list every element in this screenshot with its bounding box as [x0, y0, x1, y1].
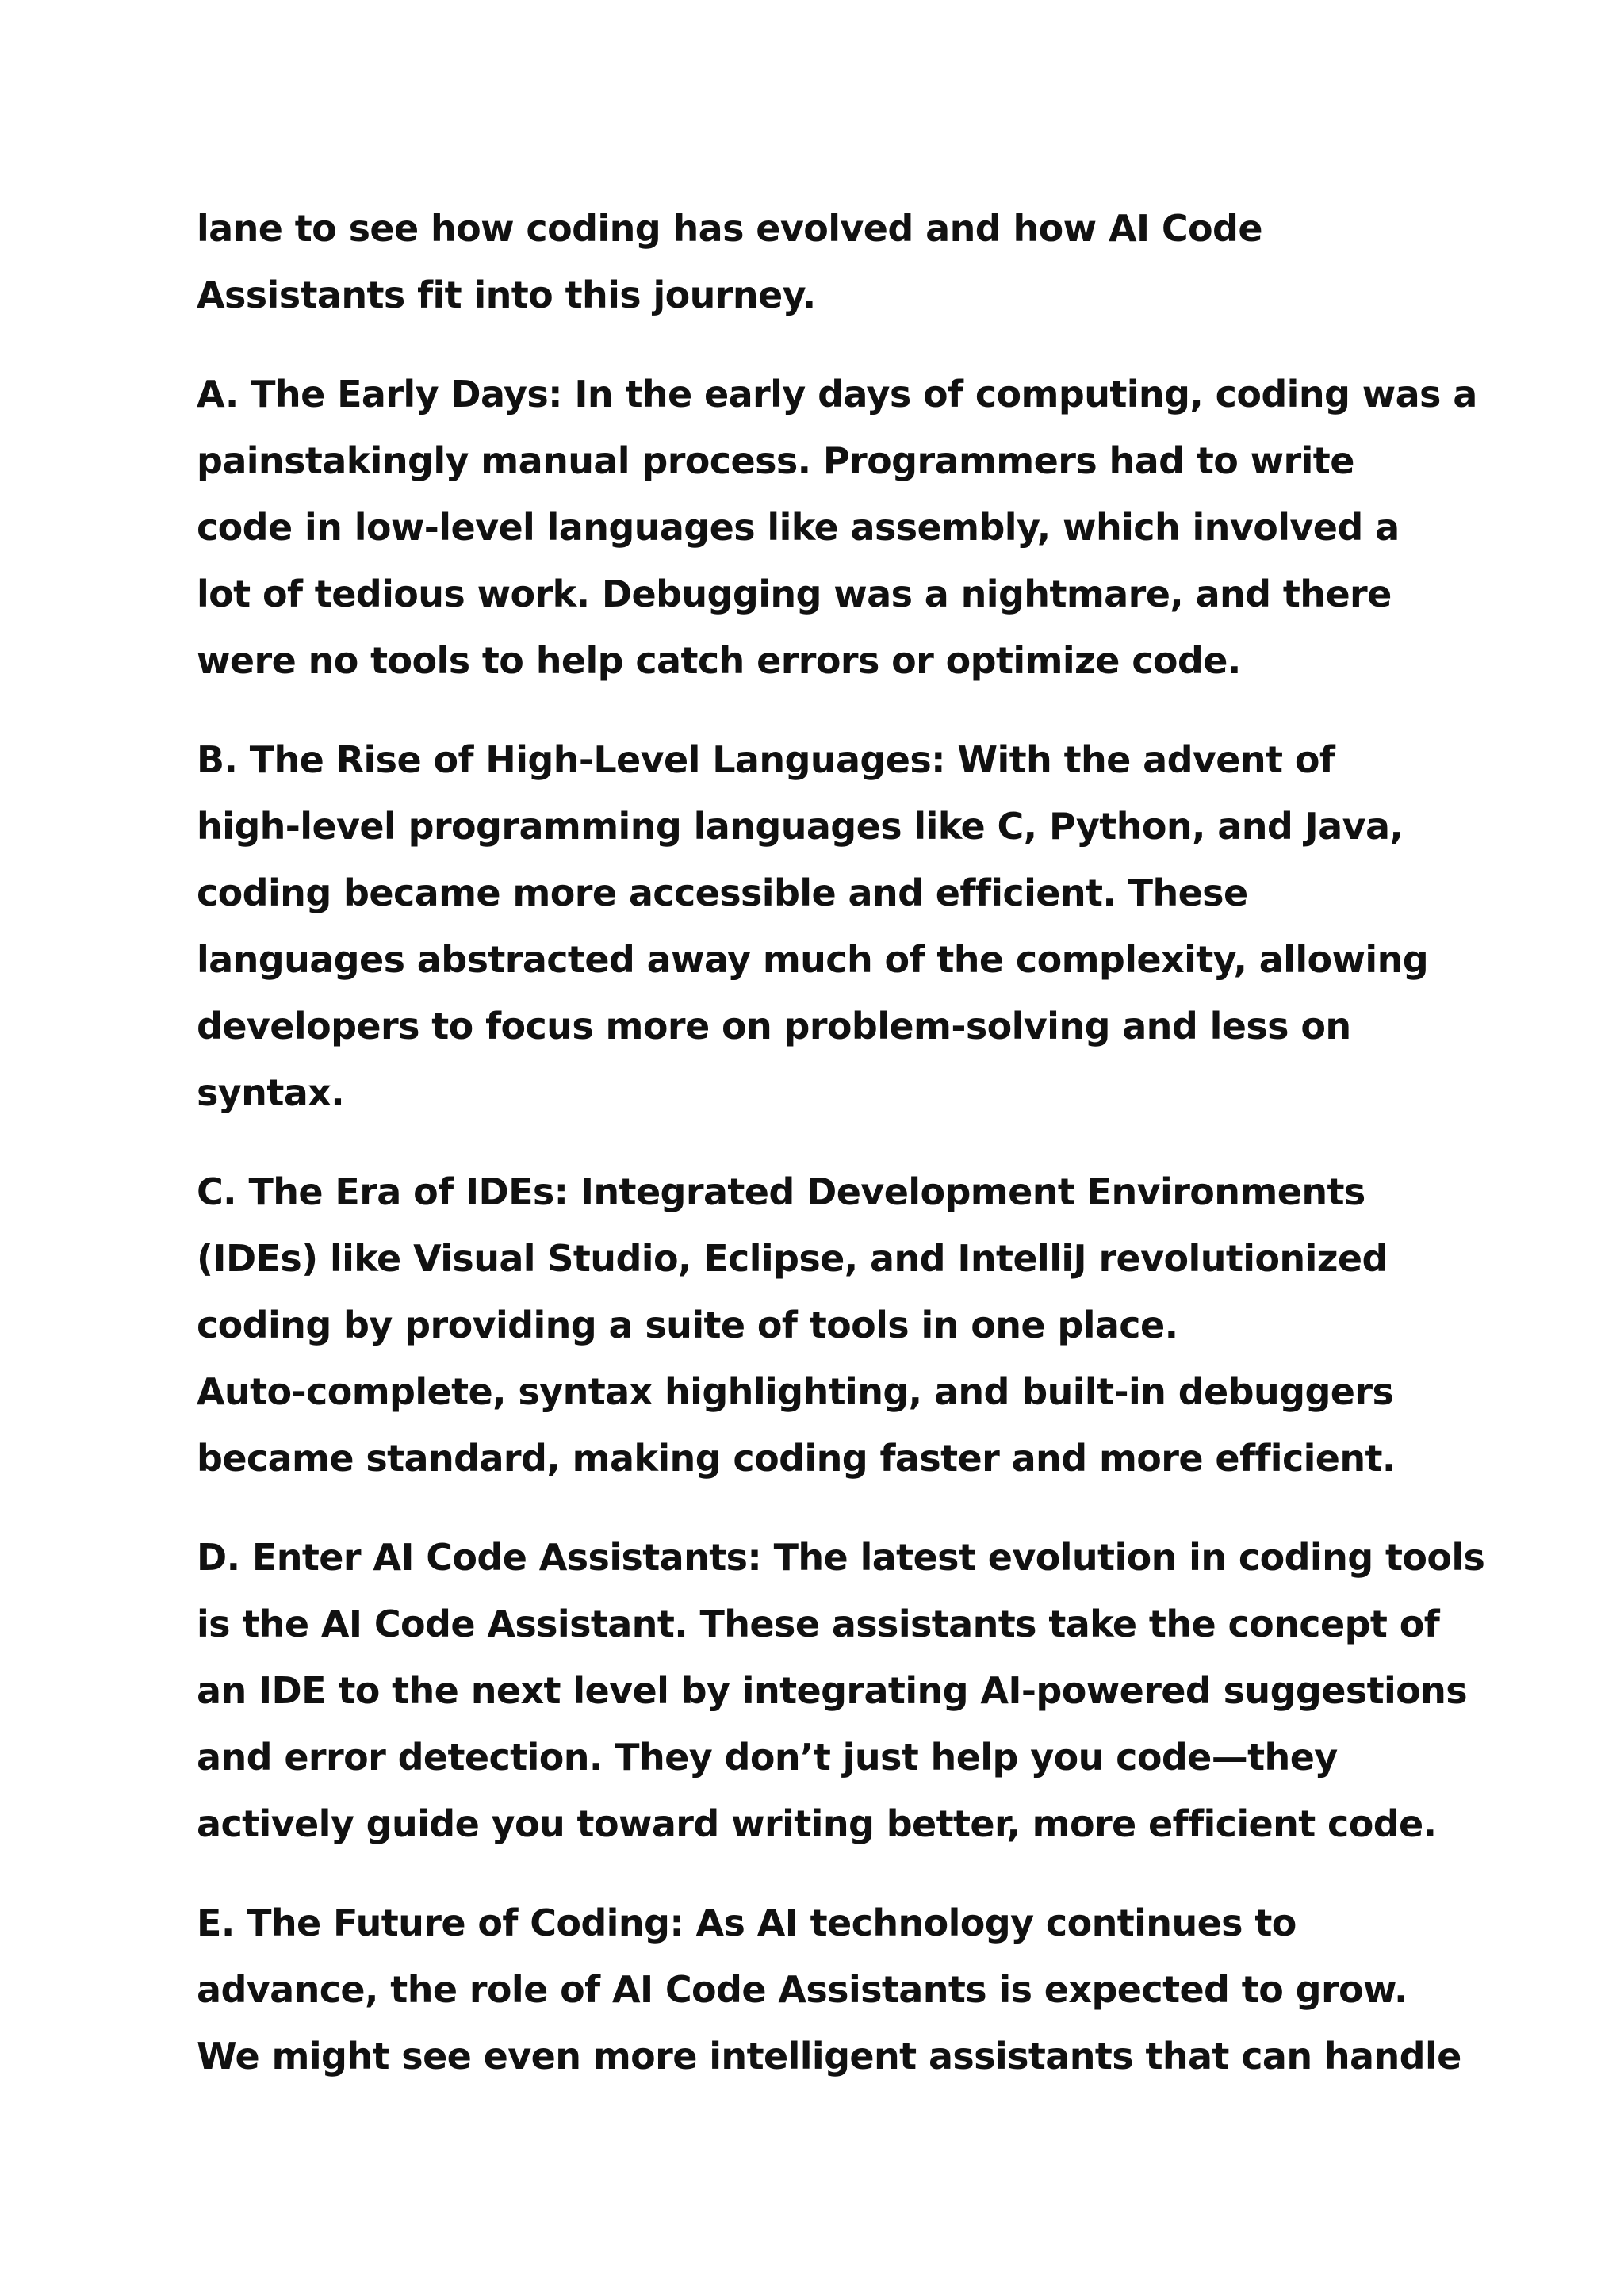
text-line: E. The Future of Coding: As AI technology continues to: [197, 1901, 1297, 1944]
text-line: were no tools to help catch errors or optimize code.: [197, 639, 1241, 682]
paragraph-early-days: [197, 361, 1477, 694]
body-text: [197, 195, 1485, 2122]
text-line: actively guide you toward writing better, more efficient code.: [197, 1802, 1437, 1845]
text-line: painstakingly manual process. Programmers had to write: [197, 439, 1354, 482]
text-line: lot of tedious work. Debugging was a nightmare, and there: [197, 573, 1392, 615]
text-line: B. The Rise of High-Level Languages: With the advent of: [197, 738, 1335, 781]
paragraph-intro: [197, 195, 1434, 328]
text-line: is the AI Code Assistant. These assistants take the concept of: [197, 1603, 1440, 1645]
text-line: lane to see how coding has evolved and how AI Code: [197, 207, 1262, 250]
paragraph-era-of-ides: [197, 1158, 1434, 1492]
text-line: D. Enter AI Code Assistants: The latest evolution in coding tools: [197, 1536, 1485, 1579]
text-line: high-level programming languages like C, Python, and Java,: [197, 805, 1404, 848]
text-line: advance, the role of AI Code Assistants is expected to grow.: [197, 1968, 1408, 2011]
text-line: (IDEs) like Visual Studio, Eclipse, and IntelliJ revolutionized: [197, 1237, 1388, 1280]
text-line: C. The Era of IDEs: Integrated Development Environments: [197, 1170, 1365, 1213]
text-line: languages abstracted away much of the complexity, allowing: [197, 938, 1429, 981]
text-line: Assistants fit into this journey.: [197, 274, 816, 316]
text-line: coding by providing a suite of tools in one place.: [197, 1304, 1178, 1346]
paragraph-high-level-languages: [197, 726, 1434, 1126]
text-line: Auto-complete, syntax highlighting, and built-in debuggers: [197, 1370, 1394, 1413]
text-line: coding became more accessible and efficient. These: [197, 871, 1248, 914]
text-line: and error detection. They don’t just help you code—they: [197, 1736, 1338, 1779]
text-line: became standard, making coding faster and more efficient.: [197, 1437, 1396, 1480]
paragraph-ai-code-assistants: [197, 1524, 1485, 1857]
text-line: syntax.: [197, 1071, 345, 1114]
text-line: developers to focus more on problem-solving and less on: [197, 1005, 1351, 1047]
text-line: We might see even more intelligent assistants that can handle: [197, 2035, 1461, 2078]
text-line: an IDE to the next level by integrating AI-powered suggestions: [197, 1669, 1468, 1712]
text-line: A. The Early Days: In the early days of computing, coding was a: [197, 373, 1477, 416]
text-line: code in low-level languages like assembly, which involved a: [197, 506, 1400, 549]
paragraph-future-of-coding: [197, 1890, 1461, 2089]
